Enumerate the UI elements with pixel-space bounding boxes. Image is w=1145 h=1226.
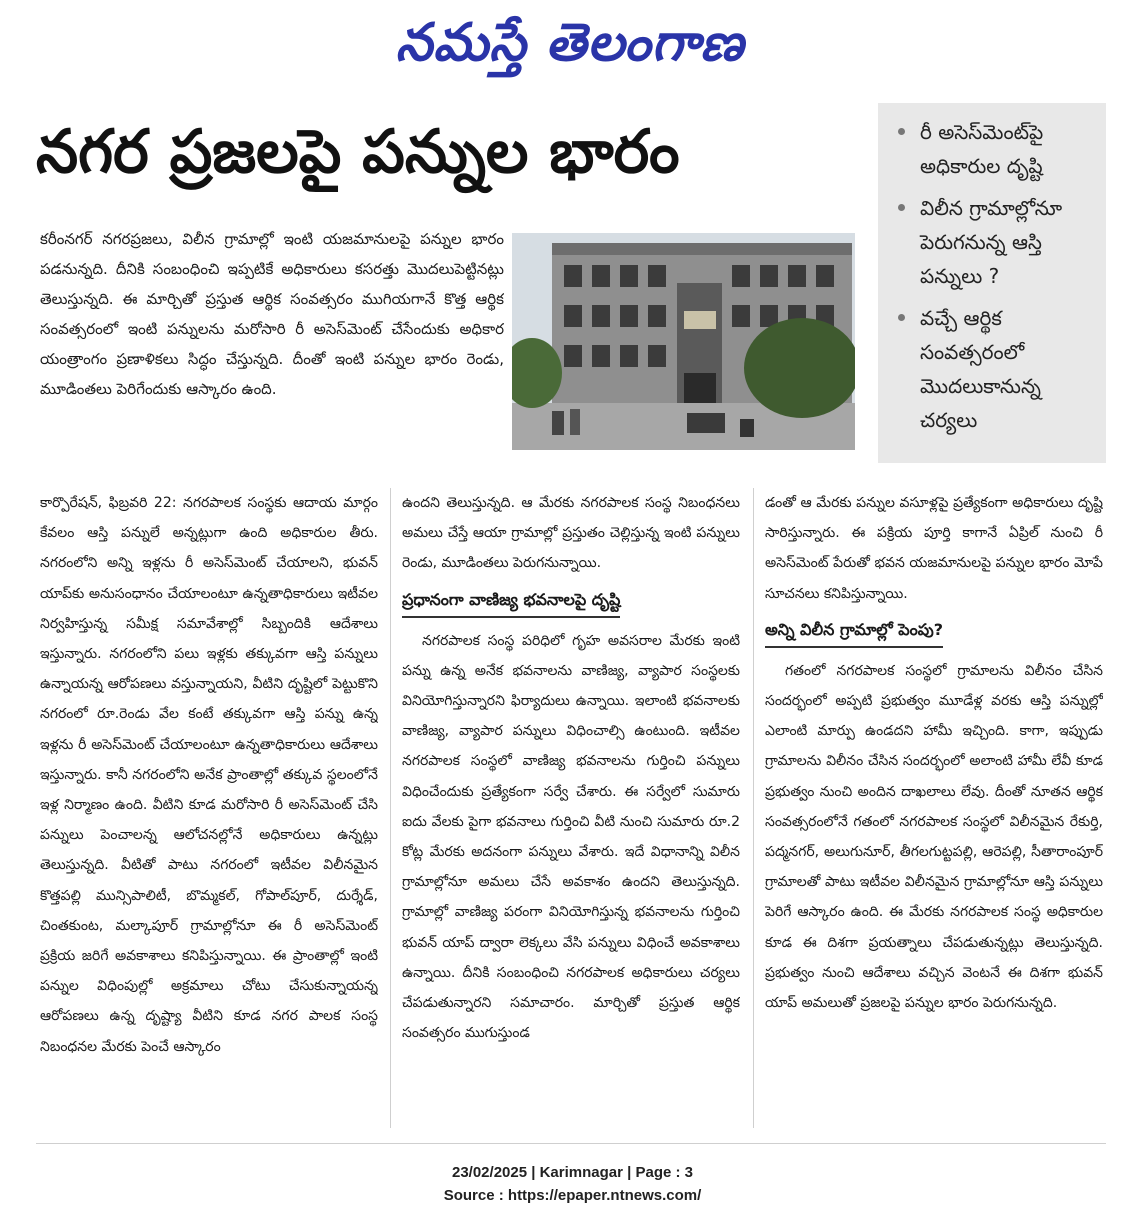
column-2-paragraph-1: ఉందని తెలుస్తున్నది. ఆ మేరకు నగరపాలక సంస్థ నిబంధనలు అమలు చేస్తే ఆయా గ్రామాల్లో ప్రస్తుతం చెల్లిస్తున్న ఇంటి పన్నులు రెండు, మూడింతలు పెరుగనున్నాయి. <box>402 495 740 572</box>
subheading-merged-villages: అన్ని విలీన గ్రామాల్లో పెంపు? <box>765 615 943 648</box>
municipal-building-photo <box>512 233 855 450</box>
article-headline: నగర ప్రజలపై పన్నుల భారం <box>36 117 680 187</box>
bullet-icon <box>898 204 905 211</box>
column-divider <box>753 488 754 1128</box>
article-column-1 <box>40 488 378 1134</box>
article-column-3 <box>765 488 1103 1134</box>
subheading-commercial-buildings: ప్రధానంగా వాణిజ్య భవనాలపై దృష్టి <box>402 585 620 618</box>
column-1-text: కార్పొరేషన్, ఫిబ్రవరి 22: నగరపాలక సంస్థకు ఆదాయ మార్గం కేవలం ఆస్తి పన్నులే అన్నట్లుగా ఉంది అధికారుల తీరు. నగరంలోని అన్ని ఇళ్లను రీ అసెస్‌మెంట్ చేయాలని, భువన్ యాప్‌కు అనుసంధానం చేయాలంటూ ఉన్నతాధికారులు ఇటీవల నిర్వహిస్తున్న సమీక్ష సమావేశాల్లో సిబ్బందికి ఆదేశాలు ఇస్తున్నారు. నగరంలోని పలు ఇళ్లకు తక్కువగా ఆస్తి పన్నులు ఉన్నాయన్న ఆరోపణలు వస్తున్నాయని, వీటిని దృష్టిలో పెట్టుకొని నగరంలో రూ.రెండు వేల కంటే తక్కువగా ఆస్తి పన్ను ఉన్న ఇళ్లను రీ అసెస్‌మెంట్ చేయాలంటూ ఉన్నతాధికారులు ఆదేశాలు ఇస్తున్నారు. కానీ నగరంలోని అనేక ప్రాంతాల్లో తక్కువ స్థలంలోనే ఇళ్ల నిర్మాణం ఉంది. వీటిని కూడ మరోసారి రీ అసెస్‌మెంట్ చేసి పన్నులు పెంచాలన్న ఆలోచనల్లోనే అధికారులు ఉన్నట్లు తెలుస్తున్నది. వీటితో పాటు నగరంలో ఇటీవల విలీనమైన కొత్తపల్లి మున్సిపాలిటీ, బొమ్మకల్, గోపాల్‌పూర్, దుర్శేడ్, చింతకుంట, మల్కాపూర్ గ్రామాల్లోనూ ఈ రీ అసెస్‌మెంట్ ప్రక్రియ జరిగే అవకాశాలు కనిపిస్తున్నాయి. ఈ ప్రాంతాల్లో ఇంటి పన్నుల విధింపుల్లో అక్రమాలు చోటు చేసుకున్నాయన్న ఆరోపణలు ఉన్న దృష్ట్యా వీటిని కూడ నగర పాలక సంస్థ నిబంధనల మేరకు పెంచే ఆస్కారం <box>40 495 378 1055</box>
highlight-item <box>892 301 1096 437</box>
footer-date-edition-page: 23/02/2025 | Karimnagar | Page : 3 <box>451 1164 694 1181</box>
bullet-icon <box>898 314 905 321</box>
footer-divider <box>36 1143 1106 1144</box>
highlight-item <box>892 191 1096 293</box>
column-3-paragraph-2: గతంలో నగరపాలక సంస్థలో గ్రామాలను విలీనం చేసిన సందర్భంలో అప్పటి ప్రభుత్వం మూడేళ్ల వరకు ఆస్తి పన్నుల్లో ఎలాంటి మార్పు ఉండదని హామీ ఇచ్చింది. కాగా, ఇప్పుడు గ్రామాలను విలీనం చేసిన సందర్భంలో అలాంటి హామీ లేవీ కూడ ప్రభుత్వం నుంచి అందిన దాఖలాలు లేవు. దీంతో నూతన ఆర్థిక సంవత్సరంలోనే గతంలో నగరపాలక సంస్థలో విలీనమైన రేకుర్తి, పద్మనగర్, అలుగునూర్, తీగలగుట్టపల్లి, ఆరెపల్లి, సీతారాంపూర్ గ్రామాలతో పాటు ఇటీవల విలీనమైన గ్రామాల్లోనూ ఆస్తి పన్నులు పెరిగే ఆస్కారం ఉంది. ఈ మేరకు నగరపాలక సంస్థ అధికారుల కూడ ఈ దిశగా ప్రయత్నాలు చేపడుతున్నట్లు తెలుస్తున్నది. ప్రభుత్వం నుంచి ఆదేశాలు వచ్చిన వెంటనే ఈ దిశగా భువన్ యాప్ అమలుతో ప్రజలపై పన్నుల భారం పెరుగనున్నది. <box>765 662 1103 1012</box>
column-2-paragraph-2: నగరపాలక సంస్థ పరిధిలో గృహ అవసరాల మేరకు ఇంటి పన్ను ఉన్న అనేక భవనాలను వాణిజ్య, వ్యాపార సంస్థలకు వినియోగిస్తున్నారని ఫిర్యాదులు ఉన్నాయి. ఇలాంటి భవనాలకు వాణిజ్య, వ్యాపార పన్నులు విధించాల్సి ఉంటుంది. ఇటీవల నగరపాలక సంస్థలో వాణిజ్య భవనాలను గుర్తించి పన్నులు విధించేందుకు ప్రత్యేకంగా సర్వే చేశారు. ఈ సర్వేలో సుమారు ఐదు వేలకు పైగా భవనాలు గుర్తించి వీటి నుంచి సుమారు రూ.2 కోట్ల మేరకు అదనంగా పన్నులు వేశారు. ఇదే విధానాన్ని విలీన గ్రామాల్లోనూ అమలు చేసే అవకాశం ఉందని తెలుస్తున్నది. గ్రామాల్లో వాణిజ్య పరంగా వినియోగిస్తున్న భవనాలను గుర్తించి భువన్ యాప్ ద్వారా లెక్కలు వేసి పన్నులు విధించే అవకాశాలు ఉన్నాయి. దీనికి సంబంధించి నగరపాలక అధికారులు చర్యలు చేపడుతున్నారని సమాచారం. మార్చితో ప్రస్తుత ఆర్థిక సంవత్సరం ముగుస్తుండ <box>402 632 740 1042</box>
footer-source-link[interactable]: Source : https://epaper.ntnews.com/ <box>443 1187 702 1204</box>
highlight-text: విలీన గ్రామాల్లోనూ పెరుగనున్న ఆస్తి పన్నులు ? <box>920 196 1063 288</box>
highlight-text: రీ అసెస్‌మెంట్‌పై అధికారుల దృష్టి <box>920 120 1044 178</box>
column-3-paragraph-1: డంతో ఆ మేరకు పన్నుల వసూళ్లపై ప్రత్యేకంగా అధికారులు దృష్టి సారిస్తున్నారు. ఈ పక్రియ పూర్తి కాగానే ఏప్రిల్ నుంచి రీ అసెస్‌మెంట్ పేరుతో భవన యజమానులపై పన్నుల భారం మోపే సూచనలు కనిపిస్తున్నాయి. <box>765 495 1103 602</box>
bullet-icon <box>898 128 905 135</box>
article-column-2 <box>402 488 740 1134</box>
article-intro: కరీంనగర్ నగరప్రజలు, విలీన గ్రామాల్లో ఇంటి యజమానులపై పన్నుల భారం పడనున్నది. దీనికి సంబంధించి ఇప్పటికే అధికారులు కసరత్తు మొదలుపెట్టినట్లు తెలుస్తున్నది. ఈ మార్చితో ప్రస్తుత ఆర్థిక సంవత్సరం ముగియగానే కొత్త ఆర్థిక సంవత్సరంలో ఇంటి పన్నులను మరోసారి రీ అసెస్‌మెంట్ చేసేందుకు అధికార యంత్రాంగం ప్రణాళికలు సిద్ధం చేస్తున్నది. దీంతో ఇంటి పన్నుల భారం రెండు, మూడింతలు పెరిగేందుకు ఆస్కారం ఉంది. <box>40 230 504 398</box>
newspaper-masthead: నమస్తే తెలంగాణ <box>395 13 745 73</box>
highlight-item <box>892 115 1096 183</box>
highlights-box <box>878 103 1106 463</box>
highlight-text: వచ్చే ఆర్థిక సంవత్సరంలో మొదలుకానున్న చర్యలు <box>920 306 1041 432</box>
column-divider <box>390 488 391 1128</box>
